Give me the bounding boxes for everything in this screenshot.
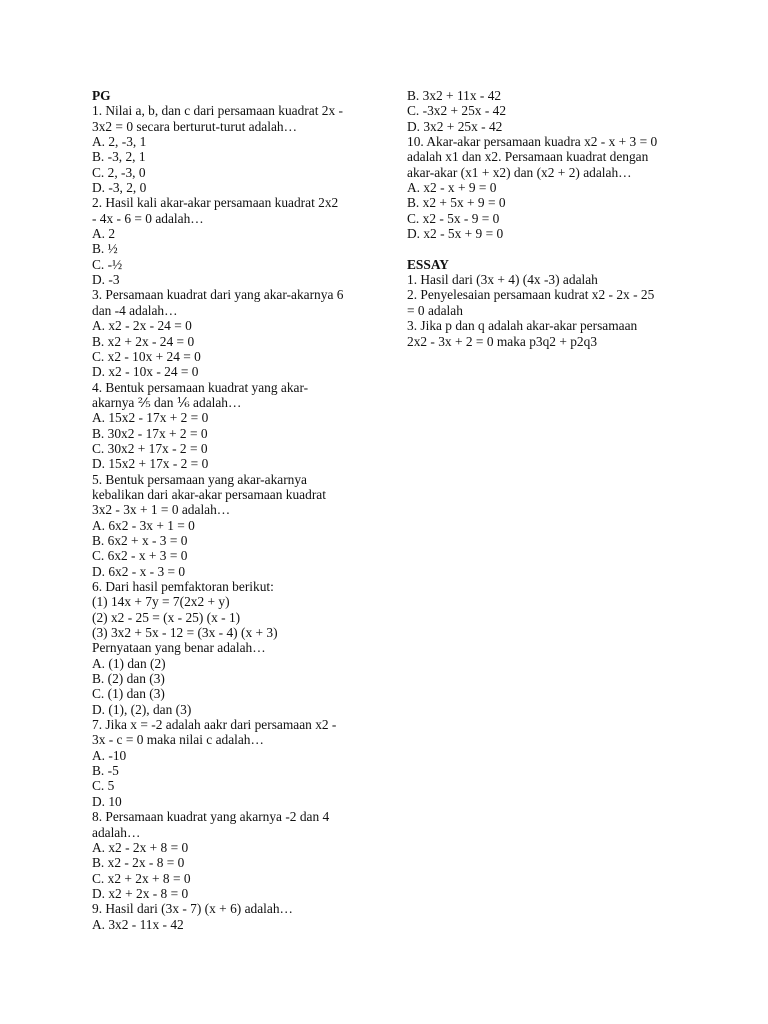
option-b: B. -3, 2, 1 — [92, 149, 146, 165]
question-stem-line: akar-akar (x1 + x2) dan (x2 + 2) adalah… — [407, 164, 632, 180]
question-5 — [92, 472, 364, 579]
question-stem-line: 8. Persamaan kuadrat yang akarnya -2 dan 4 — [92, 809, 330, 825]
question-1 — [92, 103, 364, 195]
option-d: D. x2 - 10x - 24 = 0 — [92, 364, 199, 380]
option-d: D. x2 + 2x - 8 = 0 — [92, 885, 189, 901]
question-stem-line: adalah x1 dan x2. Persamaan kuadrat dengan — [407, 149, 649, 165]
essay-question-1 — [407, 272, 679, 287]
question-stem-line: dan -4 adalah… — [92, 302, 178, 318]
option-b: B. 30x2 - 17x + 2 = 0 — [92, 425, 208, 441]
question-stem-line: 3. Persamaan kuadrat dari yang akar-akarnya 6 — [92, 287, 344, 303]
question-6 — [92, 579, 364, 717]
option-d: D. -3 — [92, 272, 120, 288]
question-stem-line: 4. Bentuk persamaan kuadrat yang akar- — [92, 379, 309, 395]
essay-question-3 — [407, 318, 679, 349]
option-a: A. x2 - 2x + 8 = 0 — [92, 839, 189, 855]
option-a: A. (1) dan (2) — [92, 655, 166, 671]
option-b: B. x2 + 5x + 9 = 0 — [407, 195, 506, 211]
option-c: C. -3x2 + 25x - 42 — [407, 103, 507, 119]
essay-line: = 0 adalah — [407, 302, 463, 318]
left-column — [92, 88, 364, 932]
question-stem-line: 2. Hasil kali akar-akar persamaan kuadrat 2x2 — [92, 195, 339, 211]
option-c: C. 30x2 + 17x - 2 = 0 — [92, 440, 208, 456]
question-9-continued — [407, 88, 679, 134]
option-a: A. 6x2 - 3x + 1 = 0 — [92, 517, 195, 533]
option-c: C. 5 — [92, 778, 115, 794]
option-a: A. 15x2 - 17x + 2 = 0 — [92, 410, 209, 426]
essay-line: 2x2 - 3x + 2 = 0 maka p3q2 + p2q3 — [407, 333, 598, 349]
option-b: B. -5 — [92, 763, 119, 779]
option-c: C. x2 + 2x + 8 = 0 — [92, 870, 191, 886]
option-c: C. 2, -3, 0 — [92, 164, 146, 180]
section-spacer — [407, 241, 679, 256]
option-d: D. 6x2 - x - 3 = 0 — [92, 563, 186, 579]
question-stem-line: 10. Akar-akar persamaan kuadra x2 - x + 3 = 0 — [407, 134, 658, 150]
option-c: C. -½ — [92, 256, 123, 272]
option-c: C. x2 - 10x + 24 = 0 — [92, 348, 201, 364]
question-8 — [92, 809, 364, 901]
question-stem-line: 6. Dari hasil pemfaktoran berikut: — [92, 579, 274, 594]
question-stem-line: 3x2 = 0 secara berturut-turut adalah… — [92, 118, 297, 134]
question-2 — [92, 195, 364, 287]
option-b: B. x2 + 2x - 24 = 0 — [92, 333, 195, 349]
option-c: C. x2 - 5x - 9 = 0 — [407, 210, 500, 226]
question-stem-line: - 4x - 6 = 0 adalah… — [92, 210, 204, 226]
option-a: A. -10 — [92, 747, 127, 763]
question-stem-line: 1. Nilai a, b, dan c dari persamaan kuadrat 2x - — [92, 103, 343, 119]
essay-line: 2. Penyelesaian persamaan kudrat x2 - 2x - 25 — [407, 287, 655, 303]
question-7 — [92, 717, 364, 809]
question-stem-line: (3) 3x2 + 5x - 12 = (3x - 4) (x + 3) — [92, 625, 278, 641]
option-b: B. 6x2 + x - 3 = 0 — [92, 532, 188, 548]
option-c: C. 6x2 - x + 3 = 0 — [92, 548, 188, 564]
option-a: A. 3x2 - 11x - 42 — [92, 916, 184, 932]
question-stem-line: 5. Bentuk persamaan yang akar-akarnya — [92, 471, 308, 487]
question-stem-line: 7. Jika x = -2 adalah aakr dari persamaan x2 - — [92, 717, 337, 733]
option-b: B. ½ — [92, 241, 118, 257]
right-column — [407, 88, 679, 349]
question-stem-line: (2) x2 - 25 = (x - 25) (x - 1) — [92, 609, 241, 625]
option-a: A. 2, -3, 1 — [92, 134, 147, 150]
option-a: A. x2 - x + 9 = 0 — [407, 180, 497, 196]
question-stem-line: 3x - c = 0 maka nilai c adalah… — [92, 732, 264, 748]
question-stem-line: (1) 14x + 7y = 7(2x2 + y) — [92, 594, 230, 610]
option-d: D. x2 - 5x + 9 = 0 — [407, 226, 504, 242]
option-d: D. 15x2 + 17x - 2 = 0 — [92, 456, 209, 472]
question-10 — [407, 134, 679, 241]
question-9 — [92, 901, 364, 932]
question-4 — [92, 380, 364, 472]
pg-heading: PG — [92, 88, 111, 103]
question-stem-line: 9. Hasil dari (3x - 7) (x + 6) adalah… — [92, 901, 293, 917]
option-b: B. 3x2 + 11x - 42 — [407, 88, 502, 103]
question-stem-line: adalah… — [92, 824, 141, 840]
question-stem-line: Pernyataan yang benar adalah… — [92, 640, 266, 656]
question-stem-line: kebalikan dari akar-akar persamaan kuadrat — [92, 486, 326, 502]
option-c: C. (1) dan (3) — [92, 686, 165, 702]
essay-line: 1. Hasil dari (3x + 4) (4x -3) adalah — [407, 272, 598, 288]
option-d: D. (1), (2), dan (3) — [92, 701, 192, 717]
essay-question-2 — [407, 287, 679, 318]
option-b: B. x2 - 2x - 8 = 0 — [92, 855, 185, 871]
essay-line: 3. Jika p dan q adalah akar-akar persamaan — [407, 318, 638, 334]
option-d: D. 3x2 + 25x - 42 — [407, 118, 503, 134]
question-3 — [92, 287, 364, 379]
option-d: D. -3, 2, 0 — [92, 180, 147, 196]
question-stem-line: 3x2 - 3x + 1 = 0 adalah… — [92, 502, 231, 518]
question-stem-line: akarnya ⅖ dan ⅙ adalah… — [92, 394, 242, 410]
option-b: B. (2) dan (3) — [92, 671, 165, 687]
option-d: D. 10 — [92, 793, 122, 809]
option-a: A. 2 — [92, 226, 116, 242]
essay-heading: ESSAY — [407, 256, 449, 272]
option-a: A. x2 - 2x - 24 = 0 — [92, 318, 192, 334]
